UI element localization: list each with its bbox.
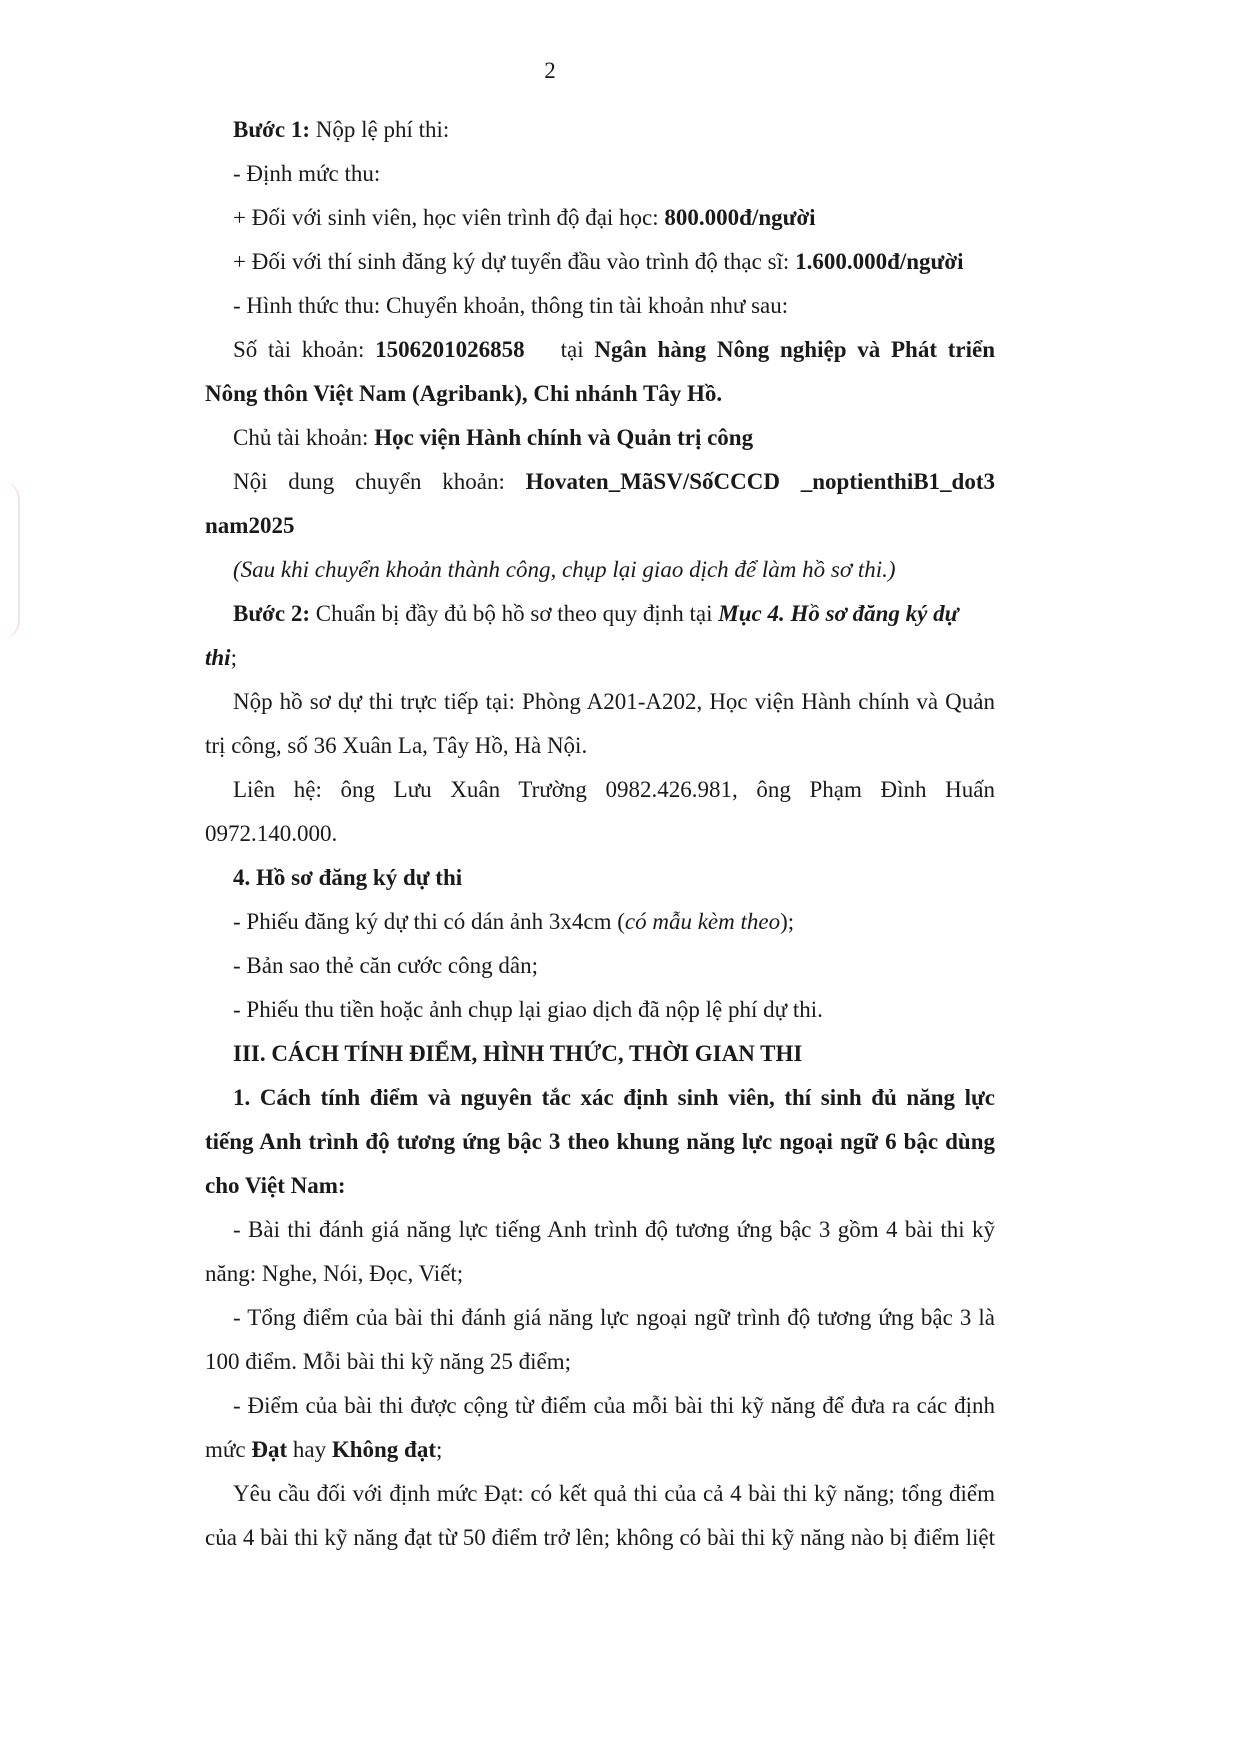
document-body: [205, 108, 995, 1560]
subsection1-heading-cont: tiếng Anh trình độ tương ứng bậc 3 theo khung năng lực ngoại ngữ 6 bậc dùng: [205, 1129, 995, 1154]
bank-name: Ngân hàng Nông nghiệp và Phát triển: [594, 337, 995, 362]
section4-heading: 4. Hồ sơ đăng ký dự thi: [233, 865, 463, 890]
submission-place-cont: trị công, số 36 Xuân La, Tây Hồ, Hà Nội.: [205, 733, 588, 758]
fee-master: + Đối với thí sinh đăng ký dự tuyển đầu vào trình độ thạc sĩ: 1.600.000đ/người: [233, 249, 964, 274]
payment-method: - Hình thức thu: Chuyển khoản, thông tin tài khoản như sau:: [233, 293, 789, 318]
section3-heading: III. CÁCH TÍNH ĐIỂM, HÌNH THỨC, THỜI GIAN THI: [233, 1041, 803, 1066]
section4-reference: Mục 4. Hồ sơ đăng ký dự thi: [205, 601, 959, 670]
transfer-content: Nội dung chuyển khoản: Hovaten_MãSV/SốCCCD _noptienthiB1_dot3: [233, 469, 996, 494]
bank-name-cont: Nông thôn Việt Nam (Agribank), Chi nhánh Tây Hồ.: [205, 381, 723, 406]
rule-1-cont: năng: Nghe, Nói, Đọc, Viết;: [205, 1261, 464, 1286]
account-number: 1506201026858: [375, 337, 525, 362]
account-line: Số tài khoản: 1506201026858 tại Ngân hàng Nông nghiệp và Phát triển: [233, 337, 995, 362]
step1-label: Bước 1:: [233, 117, 310, 142]
fee-rate-label: - Định mức thu:: [233, 161, 381, 186]
contact-cont: 0972.140.000.: [205, 821, 338, 846]
rule-3: - Điểm của bài thi được cộng từ điểm của mỗi bài thi kỹ năng để đưa ra các định: [233, 1393, 995, 1418]
transfer-content-cont: nam2025: [205, 513, 295, 538]
section4-item-1: - Phiếu đăng ký dự thi có dán ảnh 3x4cm (có mẫu kèm theo);: [233, 909, 795, 934]
section4-item-2: - Bản sao thẻ căn cước công dân;: [233, 953, 538, 978]
step1-line: Bước 1: Nộp lệ phí thi:: [233, 117, 450, 142]
fee-student: + Đối với sinh viên, học viên trình độ đại học: 800.000đ/người: [233, 205, 816, 230]
account-owner: Chủ tài khoản: Học viện Hành chính và Quản trị công: [233, 425, 754, 450]
transfer-note: (Sau khi chuyển khoản thành công, chụp lại giao dịch để làm hồ sơ thi.): [233, 557, 896, 582]
rule-1: - Bài thi đánh giá năng lực tiếng Anh trình độ tương ứng bậc 3 gồm 4 bài thi kỹ: [233, 1217, 995, 1242]
fee-master-amount: 1.600.000đ/người: [795, 249, 964, 274]
subsection1-heading-end: cho Việt Nam:: [205, 1173, 346, 1198]
rule-3-cont: mức Đạt hay Không đạt;: [205, 1437, 443, 1462]
section4-item-3: - Phiếu thu tiền hoặc ảnh chụp lại giao dịch đã nộp lệ phí dự thi.: [233, 997, 823, 1022]
pass-requirement-cont: của 4 bài thi kỹ năng đạt từ 50 điểm trở lên; không có bài thi kỹ năng nào bị điểm liệt: [205, 1525, 995, 1550]
submission-place: Nộp hồ sơ dự thi trực tiếp tại: Phòng A201-A202, Học viện Hành chính và Quản: [233, 689, 995, 714]
pass-requirement: Yêu cầu đối với định mức Đạt: có kết quả thi của cả 4 bài thi kỹ năng; tổng điểm: [233, 1481, 995, 1506]
fee-student-amount: 800.000đ/người: [664, 205, 816, 230]
page-number: 2: [544, 58, 556, 83]
step2-line: Bước 2: Chuẩn bị đầy đủ bộ hồ sơ theo quy định tại Mục 4. Hồ sơ đăng ký dự thi;: [205, 601, 959, 670]
step2-label: Bước 2:: [233, 601, 310, 626]
contact: Liên hệ: ông Lưu Xuân Trường 0982.426.981, ông Phạm Đình Huấn: [233, 777, 995, 802]
rule-2-cont: 100 điểm. Mỗi bài thi kỹ năng 25 điểm;: [205, 1349, 572, 1374]
stamp-edge: [0, 480, 20, 640]
rule-2: - Tổng điểm của bài thi đánh giá năng lực ngoại ngữ trình độ tương ứng bậc 3 là: [233, 1305, 995, 1330]
subsection1-heading: 1. Cách tính điểm và nguyên tắc xác định sinh viên, thí sinh đủ năng lực: [233, 1085, 995, 1110]
